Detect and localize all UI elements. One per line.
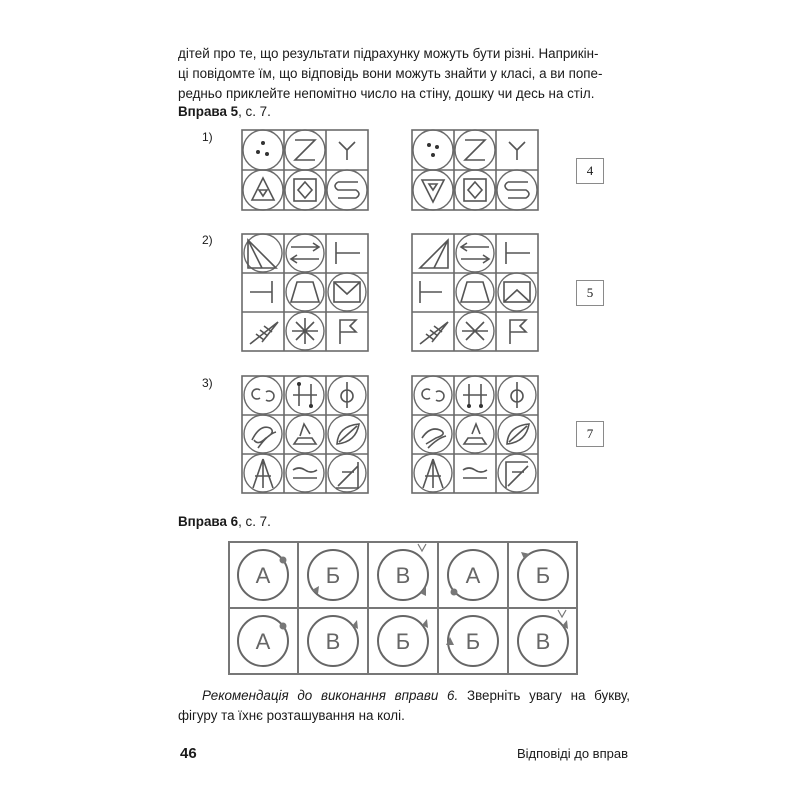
exercise-5-title: Вправа 5 bbox=[178, 104, 239, 119]
answer-box-3: 7 bbox=[576, 421, 604, 447]
intro-paragraph bbox=[178, 44, 630, 104]
answer-box-2: 5 bbox=[576, 280, 604, 306]
item-3-number: 3) bbox=[202, 376, 213, 390]
answer-box-1: 4 bbox=[576, 158, 604, 184]
grid-3-right bbox=[412, 376, 538, 494]
item-1-number: 1) bbox=[202, 130, 213, 144]
recommendation-paragraph bbox=[178, 686, 630, 726]
intro-line-2: ці повідомте їм, що відповідь вони можуть знайти у класі, а ви попе- bbox=[178, 66, 603, 81]
exercise-6-grid bbox=[228, 541, 578, 675]
grid-3-left bbox=[242, 376, 368, 494]
intro-line-3: редньо приклейте непомітно число на стіну, дошку чи десь на стіл. bbox=[178, 86, 595, 101]
intro-line-1: дітей про те, що результати підрахунку можуть бути різні. Наприкін- bbox=[178, 46, 599, 61]
item-2-number: 2) bbox=[202, 233, 213, 247]
exercise-6-title: Вправа 6 bbox=[178, 514, 239, 529]
ex6-r1-c2-letter: Б bbox=[325, 563, 341, 588]
page-number: 46 bbox=[180, 745, 197, 762]
ex6-r2-c1-letter: А bbox=[255, 629, 271, 654]
ex6-r2-c3-letter: Б bbox=[395, 629, 411, 654]
ex6-r2-c4-letter: Б bbox=[465, 629, 481, 654]
exercise-5-page: , с. 7. bbox=[238, 104, 271, 119]
exercise-6-heading bbox=[178, 514, 271, 529]
ex6-r2-c5-letter: В bbox=[535, 629, 551, 654]
exercise-5-heading bbox=[178, 104, 271, 119]
recommendation-label: Рекомендація до виконання вправи 6. bbox=[202, 688, 459, 703]
grid-1-left bbox=[242, 130, 368, 210]
ex6-r1-c4-letter: А bbox=[465, 563, 481, 588]
exercise-6-page: , с. 7. bbox=[238, 514, 271, 529]
ex6-r1-c5-letter: Б bbox=[535, 563, 551, 588]
grid-2-right bbox=[412, 234, 538, 352]
running-footer-title: Відповіді до вправ bbox=[516, 746, 628, 761]
ex6-r2-c2-letter: В bbox=[325, 629, 341, 654]
grid-2-left bbox=[242, 234, 368, 352]
ex6-r1-c3-letter: В bbox=[395, 563, 411, 588]
ex6-r1-c1-letter: А bbox=[255, 563, 271, 588]
recommendation-text: Зверніть увагу на букву, фігуру та їхнє розташування на колі. bbox=[178, 688, 630, 723]
grid-1-right bbox=[412, 130, 538, 210]
